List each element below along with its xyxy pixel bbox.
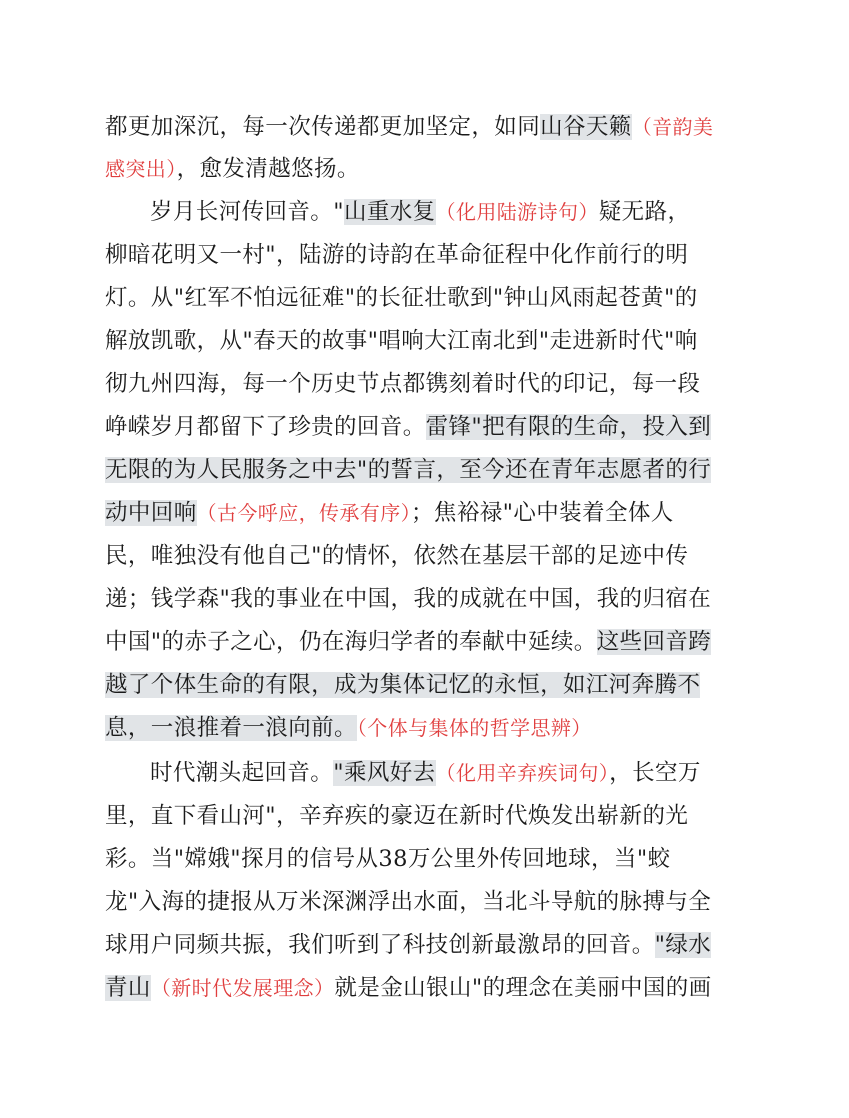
body-text: 灯。从"红军不怕远征难"的长征壮歌到"钟山风雨起苍黄"的 — [105, 285, 698, 311]
highlighted-text: 这些回音跨 — [596, 629, 712, 655]
text-line — [105, 282, 698, 314]
text-line — [150, 757, 701, 789]
annotation-note: （音韵美 — [631, 115, 714, 139]
body-text: 岁月长河传回音。" — [150, 199, 344, 225]
body-text: 解放凯歌，从"春天的故事"唱响大江南北到"走进新时代"响 — [105, 328, 698, 354]
annotation-note: 感突出） — [105, 157, 177, 181]
body-text: ，愈发清越悠扬。 — [176, 156, 360, 182]
text-line — [105, 111, 713, 143]
text-line — [105, 712, 592, 744]
text-line — [105, 972, 712, 1004]
highlighted-text: 动中回响 — [105, 500, 197, 526]
body-text: 彩。当"嫦娥"探月的信号从38万公里外传回地球，当"蛟 — [105, 846, 671, 872]
body-text: 中国"的赤子之心，仍在海归学者的奉献中延续。 — [105, 629, 597, 655]
highlighted-text: 山谷天籁 — [540, 114, 632, 140]
annotation-note: （化用辛弃疾词句） — [435, 761, 610, 785]
text-line — [105, 325, 698, 357]
text-line — [105, 583, 711, 615]
body-text: 里，直下看山河"，辛弃疾的豪迈在新时代焕发出崭新的光 — [105, 803, 689, 829]
highlighted-text: 山重水复 — [343, 199, 436, 225]
body-text: 柳暗花明又一村"，陆游的诗韵在革命征程中化作前行的明 — [105, 242, 689, 268]
annotation-note: （个体与集体的哲学思辨） — [356, 716, 592, 740]
body-text: 球用户同频共振，我们听到了科技创新最激昂的回音。 — [105, 932, 655, 958]
text-line — [105, 843, 670, 875]
annotation-note: （新时代发展理念） — [150, 976, 335, 1000]
body-text: ，长空万 — [609, 760, 701, 786]
highlighted-text: 息，一浪推着一浪向前。 — [105, 715, 357, 741]
highlighted-text: "绿水 — [654, 932, 712, 958]
text-line — [105, 886, 711, 918]
annotation-note: （古今呼应，传承有序） — [196, 501, 412, 525]
body-text: 就是金山银山"的理念在美丽中国的画 — [334, 975, 712, 1001]
text-line — [105, 239, 688, 271]
annotation-note: （化用陆游诗句） — [435, 200, 599, 224]
text-line — [105, 669, 700, 701]
text-line — [105, 411, 711, 443]
text-line — [105, 800, 688, 832]
text-line — [105, 540, 688, 572]
highlighted-text: 雷锋"把有限的生命，投入到 — [425, 414, 712, 440]
body-text: 递；钱学森"我的事业在中国，我的成就在中国，我的归宿在 — [105, 586, 712, 612]
body-text: 时代潮头起回音。 — [150, 760, 334, 786]
body-text: 龙"入海的捷报从万米深渊浮出水面，当北斗导航的脉搏与全 — [105, 889, 712, 915]
highlighted-text: 越了个体生命的有限，成为集体记忆的永恒，如江河奔腾不 — [105, 672, 701, 698]
text-line — [105, 454, 711, 486]
text-line — [105, 929, 711, 961]
body-text: 峥嵘岁月都留下了珍贵的回音。 — [105, 414, 426, 440]
text-line — [150, 196, 690, 228]
body-text: 民，唯独没有他自己"的情怀，依然在基层干部的足迹中传 — [105, 543, 689, 569]
body-text: 都更加深沉，每一次传递都更加坚定，如同 — [105, 114, 541, 140]
text-line — [105, 368, 700, 400]
text-line — [105, 497, 674, 529]
highlighted-text: 青山 — [105, 975, 151, 1001]
highlighted-text: 无限的为人民服务之中去"的誓言，至今还在青年志愿者的行 — [105, 457, 712, 483]
body-text: 疑无路， — [598, 199, 691, 225]
text-line — [105, 153, 360, 185]
body-text: ；焦裕禄"心中装着全体人 — [411, 500, 674, 526]
body-text: 彻九州四海，每一个历史节点都镌刻着时代的印记，每一段 — [105, 371, 701, 397]
text-line — [105, 626, 711, 658]
highlighted-text: "乘风好去 — [333, 760, 436, 786]
